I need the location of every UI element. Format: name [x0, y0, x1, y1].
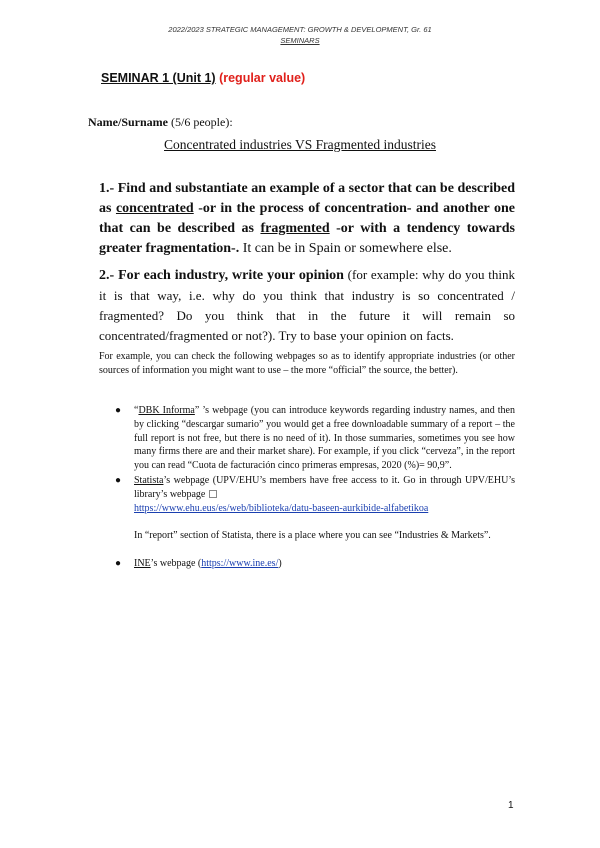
q2-bold: 2.- For each industry, write your opinion	[99, 268, 344, 283]
list-item-statista	[99, 474, 515, 515]
statista-link[interactable]: Statista	[134, 474, 164, 486]
dbk-link[interactable]: DBK Informa	[138, 405, 195, 416]
name-rest: (5/6 people):	[168, 115, 233, 129]
seminar-heading	[101, 71, 305, 85]
bullet-icon: ●	[115, 474, 122, 486]
document-title: Concentrated industries VS Fragmented industries	[164, 137, 436, 152]
ine-link[interactable]: https://www.ine.es/	[201, 558, 279, 570]
seminar-tag: (regular value)	[219, 71, 306, 85]
q1-fragmented: fragmented	[260, 221, 330, 236]
dbk-text: ” ’s webpage (you can introduce keywords regarding industry names, and then by clicking “descargar sumario” you would get a free downloadable summary of a report – the full report is not free, but there is no need of it). In those summaries, sometimes you see how many firms there are and their market share). For example, if you click “cerveza”, in the report you can read “Cuota de facturación cinco primeras empresas, 2020 (%)= 90,9”.	[134, 405, 515, 472]
checkbox-icon	[209, 490, 217, 498]
q1-part2: -or in the process of concentration- and another one that can be described as	[99, 201, 515, 236]
q1-part1: 1.- Find and substantiate an example of a sector that can be described as	[99, 181, 515, 216]
page-number: 1	[508, 800, 514, 811]
statista-note: In “report” section of Statista, there is a place where you can see “Industries & Markets”.	[134, 530, 491, 542]
q1-concentrated: concentrated	[115, 201, 194, 216]
source-list	[99, 404, 515, 571]
q2-rest: (for example: why do you think it is that way, i.e. why do you think that industry is so concentrated / fragmented? Do you think that in the future it will remain so concentrated/fragmented or not?). Try to base your opinion on facts.	[99, 267, 515, 343]
name-surname-line	[88, 115, 233, 130]
example-paragraph: For example, you can check the following webpages so as to identify appropriate industries (or other sources of information you might want to use – the more “official” the source, the better).	[99, 351, 515, 376]
list-item-ine	[99, 557, 515, 571]
statista-text: ’s webpage (UPV/EHU’s members have free access to it. Go in through UPV/EHU’s library’s webpage	[134, 474, 515, 500]
name-label: Name/Surname	[88, 115, 168, 129]
ine-name[interactable]: INE	[134, 558, 151, 570]
question-2	[99, 265, 515, 346]
ine-text-after: )	[278, 558, 282, 570]
q1-part4: It can be in Spain or somewhere else.	[239, 241, 452, 256]
header-seminars-line: SEMINARS	[280, 36, 320, 45]
bullet-icon: ●	[115, 558, 122, 570]
header-course-line: 2022/2023 STRATEGIC MANAGEMENT: GROWTH & DEVELOPMENT, Gr. 61	[168, 25, 432, 34]
list-item-dbk	[99, 404, 515, 473]
seminar-title: SEMINAR 1 (Unit 1)	[101, 71, 216, 85]
dbk-quote: “	[134, 405, 139, 416]
ine-text-before: ’s webpage (	[150, 558, 202, 570]
q1-part3: -or with a tendency towards greater fragmentation-.	[99, 221, 515, 256]
running-header	[0, 24, 600, 46]
question-1	[99, 179, 515, 259]
bullet-icon: ●	[115, 405, 122, 416]
ehu-library-link[interactable]: https://www.ehu.eus/es/web/biblioteka/datu-baseen-aurkibide-alfabetikoa	[134, 502, 429, 514]
